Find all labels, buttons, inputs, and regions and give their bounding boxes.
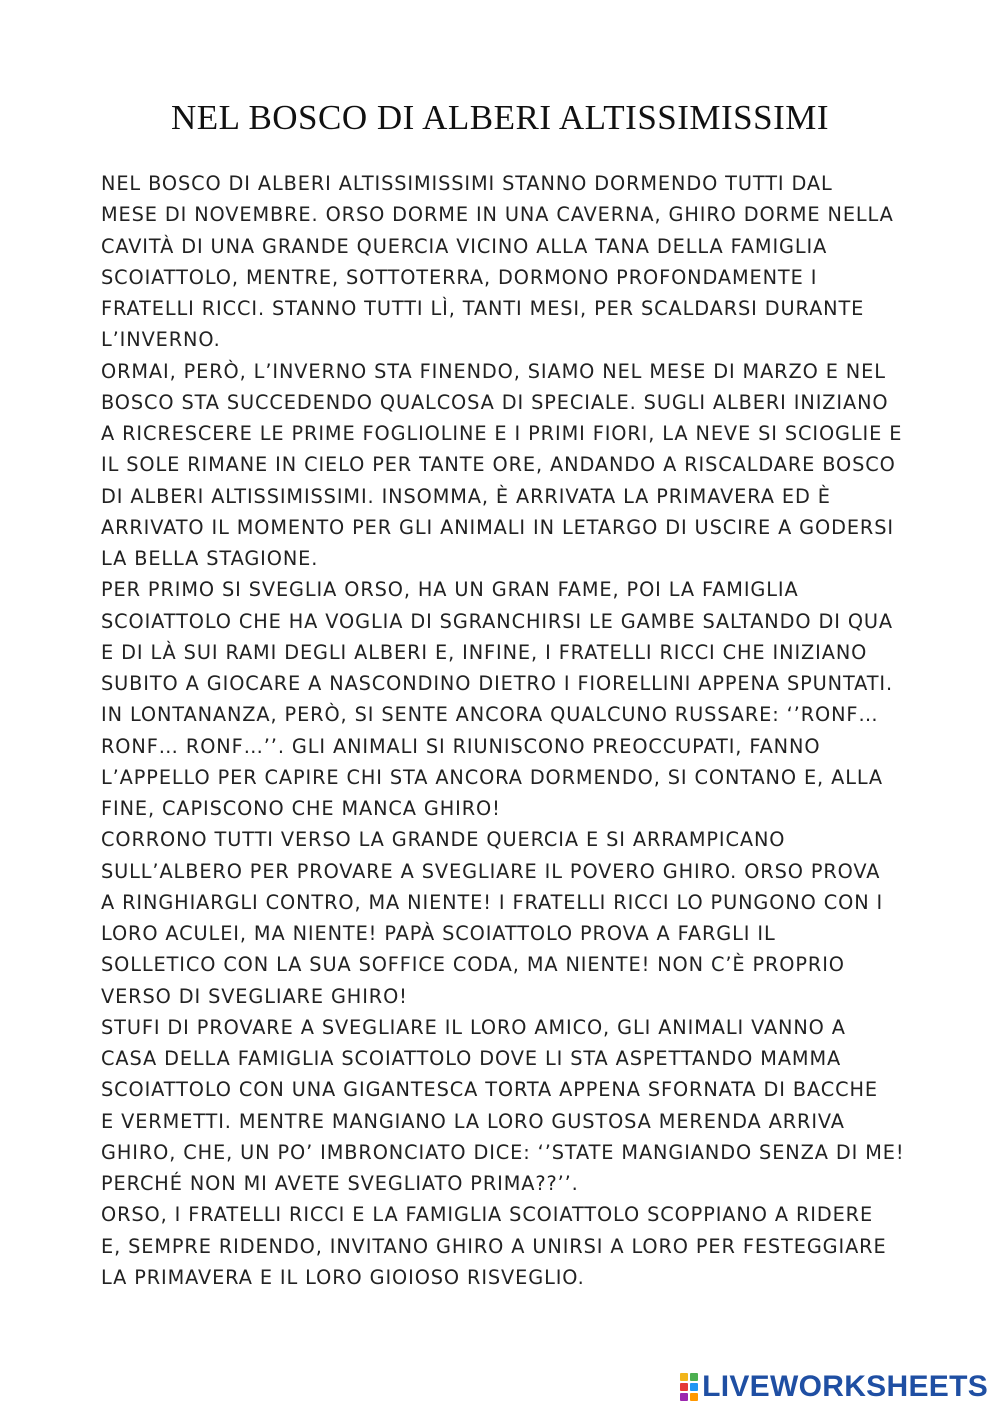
logo-square (690, 1373, 698, 1381)
logo-square (690, 1393, 698, 1401)
text-line: IL SOLE RIMANE IN CIELO PER TANTE ORE, ANDANDO A RISCALDARE BOSCO (101, 453, 896, 477)
text-line: E DI LÀ SUI RAMI DEGLI ALBERI E, INFINE, I FRATELLI RICCI CHE INIZIANO (101, 640, 868, 664)
text-line: LA BELLA STAGIONE. (101, 547, 319, 570)
text-line: FRATELLI RICCI. STANNO TUTTI LÌ, TANTI MESI, PER SCALDARSI DURANTE (101, 297, 865, 320)
text-line: L’INVERNO. (101, 328, 221, 352)
text-line: ARRIVATO IL MOMENTO PER GLI ANIMALI IN LETARGO DI USCIRE A GODERSI (101, 515, 894, 539)
text-line: A RICRESCERE LE PRIME FOGLIOLINE E I PRIMI FIORI, LA NEVE SI SCIOGLIE E (101, 422, 903, 445)
text-line: IN LONTANANZA, PERÒ, SI SENTE ANCORA QUALCUNO RUSSARE: ‘’RONF… (101, 703, 879, 727)
logo-square (680, 1373, 688, 1381)
text-line: BOSCO STA SUCCEDENDO QUALCOSA DI SPECIALE. SUGLI ALBERI INIZIANO (101, 390, 889, 414)
text-line: SULL’ALBERO PER PROVARE A SVEGLIARE IL POVERO GHIRO. ORSO PROVA (101, 859, 881, 883)
text-line: STUFI DI PROVARE A SVEGLIARE IL LORO AMICO, GLI ANIMALI VANNO A (101, 1015, 846, 1039)
story-text (101, 168, 941, 1293)
watermark-text: LIVEWORKSHEETS (702, 1370, 988, 1403)
text-line: GHIRO, CHE, UN PO’ IMBRONCIATO DICE: ‘’STATE MANGIANDO SENZA DI ME! (101, 1140, 905, 1164)
liveworksheets-watermark (680, 1372, 988, 1402)
text-line: MESE DI NOVEMBRE. ORSO DORME IN UNA CAVERNA, GHIRO DORME NELLA (101, 203, 894, 227)
text-line: L’APPELLO PER CAPIRE CHI STA ANCORA DORMENDO, SI CONTANO E, ALLA (101, 765, 884, 789)
logo-square (680, 1393, 688, 1401)
liveworksheets-logo-icon (680, 1373, 698, 1401)
text-line: SCOIATTOLO CHE HA VOGLIA DI SGRANCHIRSI LE GAMBE SALTANDO DI QUA (101, 609, 894, 633)
text-line: ORMAI, PERÒ, L’INVERNO STA FINENDO, SIAMO NEL MESE DI MARZO E NEL (101, 359, 886, 383)
text-line: PERCHÉ NON MI AVETE SVEGLIATO PRIMA??’’. (101, 1172, 579, 1195)
text-line: LORO ACULEI, MA NIENTE! PAPÀ SCOIATTOLO PROVA A FARGLI IL (101, 922, 776, 945)
text-line: PER PRIMO SI SVEGLIA ORSO, HA UN GRAN FAME, POI LA FAMIGLIA (101, 578, 799, 602)
text-line: SOLLETICO CON LA SUA SOFFICE CODA, MA NIENTE! NON C’È PROPRIO (101, 953, 845, 977)
text-line: RONF… RONF…’’. GLI ANIMALI SI RIUNISCONO PREOCCUPATI, FANNO (101, 734, 821, 758)
text-line: DI ALBERI ALTISSIMISSIMI. INSOMMA, È ARRIVATA LA PRIMAVERA ED È (101, 484, 831, 508)
text-line: SCOIATTOLO CON UNA GIGANTESCA TORTA APPENA SFORNATA DI BACCHE (101, 1078, 879, 1102)
text-line: E VERMETTI. MENTRE MANGIANO LA LORO GUSTOSA MERENDA ARRIVA (101, 1109, 845, 1133)
text-line: SCOIATTOLO, MENTRE, SOTTOTERRA, DORMONO PROFONDAMENTE I (101, 265, 818, 289)
page-title: NEL BOSCO DI ALBERI ALTISSIMISSIMI (170, 98, 830, 137)
text-line: A RINGHIARGLI CONTRO, MA NIENTE! I FRATELLI RICCI LO PUNGONO CON I (101, 890, 884, 914)
text-line: CASA DELLA FAMIGLIA SCOIATTOLO DOVE LI STA ASPETTANDO MAMMA (101, 1047, 842, 1070)
text-line: CAVITÀ DI UNA GRANDE QUERCIA VICINO ALLA TANA DELLA FAMIGLIA (101, 234, 828, 258)
text-line: NEL BOSCO DI ALBERI ALTISSIMISSIMI STANNO DORMENDO TUTTI DAL (101, 172, 833, 195)
text-line: VERSO DI SVEGLIARE GHIRO! (101, 984, 408, 1008)
text-line: E, SEMPRE RIDENDO, INVITANO GHIRO A UNIRSI A LORO PER FESTEGGIARE (101, 1234, 887, 1258)
logo-square (690, 1383, 698, 1391)
text-line: FINE, CAPISCONO CHE MANCA GHIRO! (101, 797, 501, 820)
text-line: LA PRIMAVERA E IL LORO GIOIOSO RISVEGLIO. (101, 1265, 585, 1289)
text-line: SUBITO A GIOCARE A NASCONDINO DIETRO I FIORELLINI APPENA SPUNTATI. (101, 672, 894, 695)
logo-square (680, 1383, 688, 1391)
text-line: ORSO, I FRATELLI RICCI E LA FAMIGLIA SCOIATTOLO SCOPPIANO A RIDERE (101, 1203, 874, 1227)
text-line: CORRONO TUTTI VERSO LA GRANDE QUERCIA E SI ARRAMPICANO (101, 828, 786, 852)
